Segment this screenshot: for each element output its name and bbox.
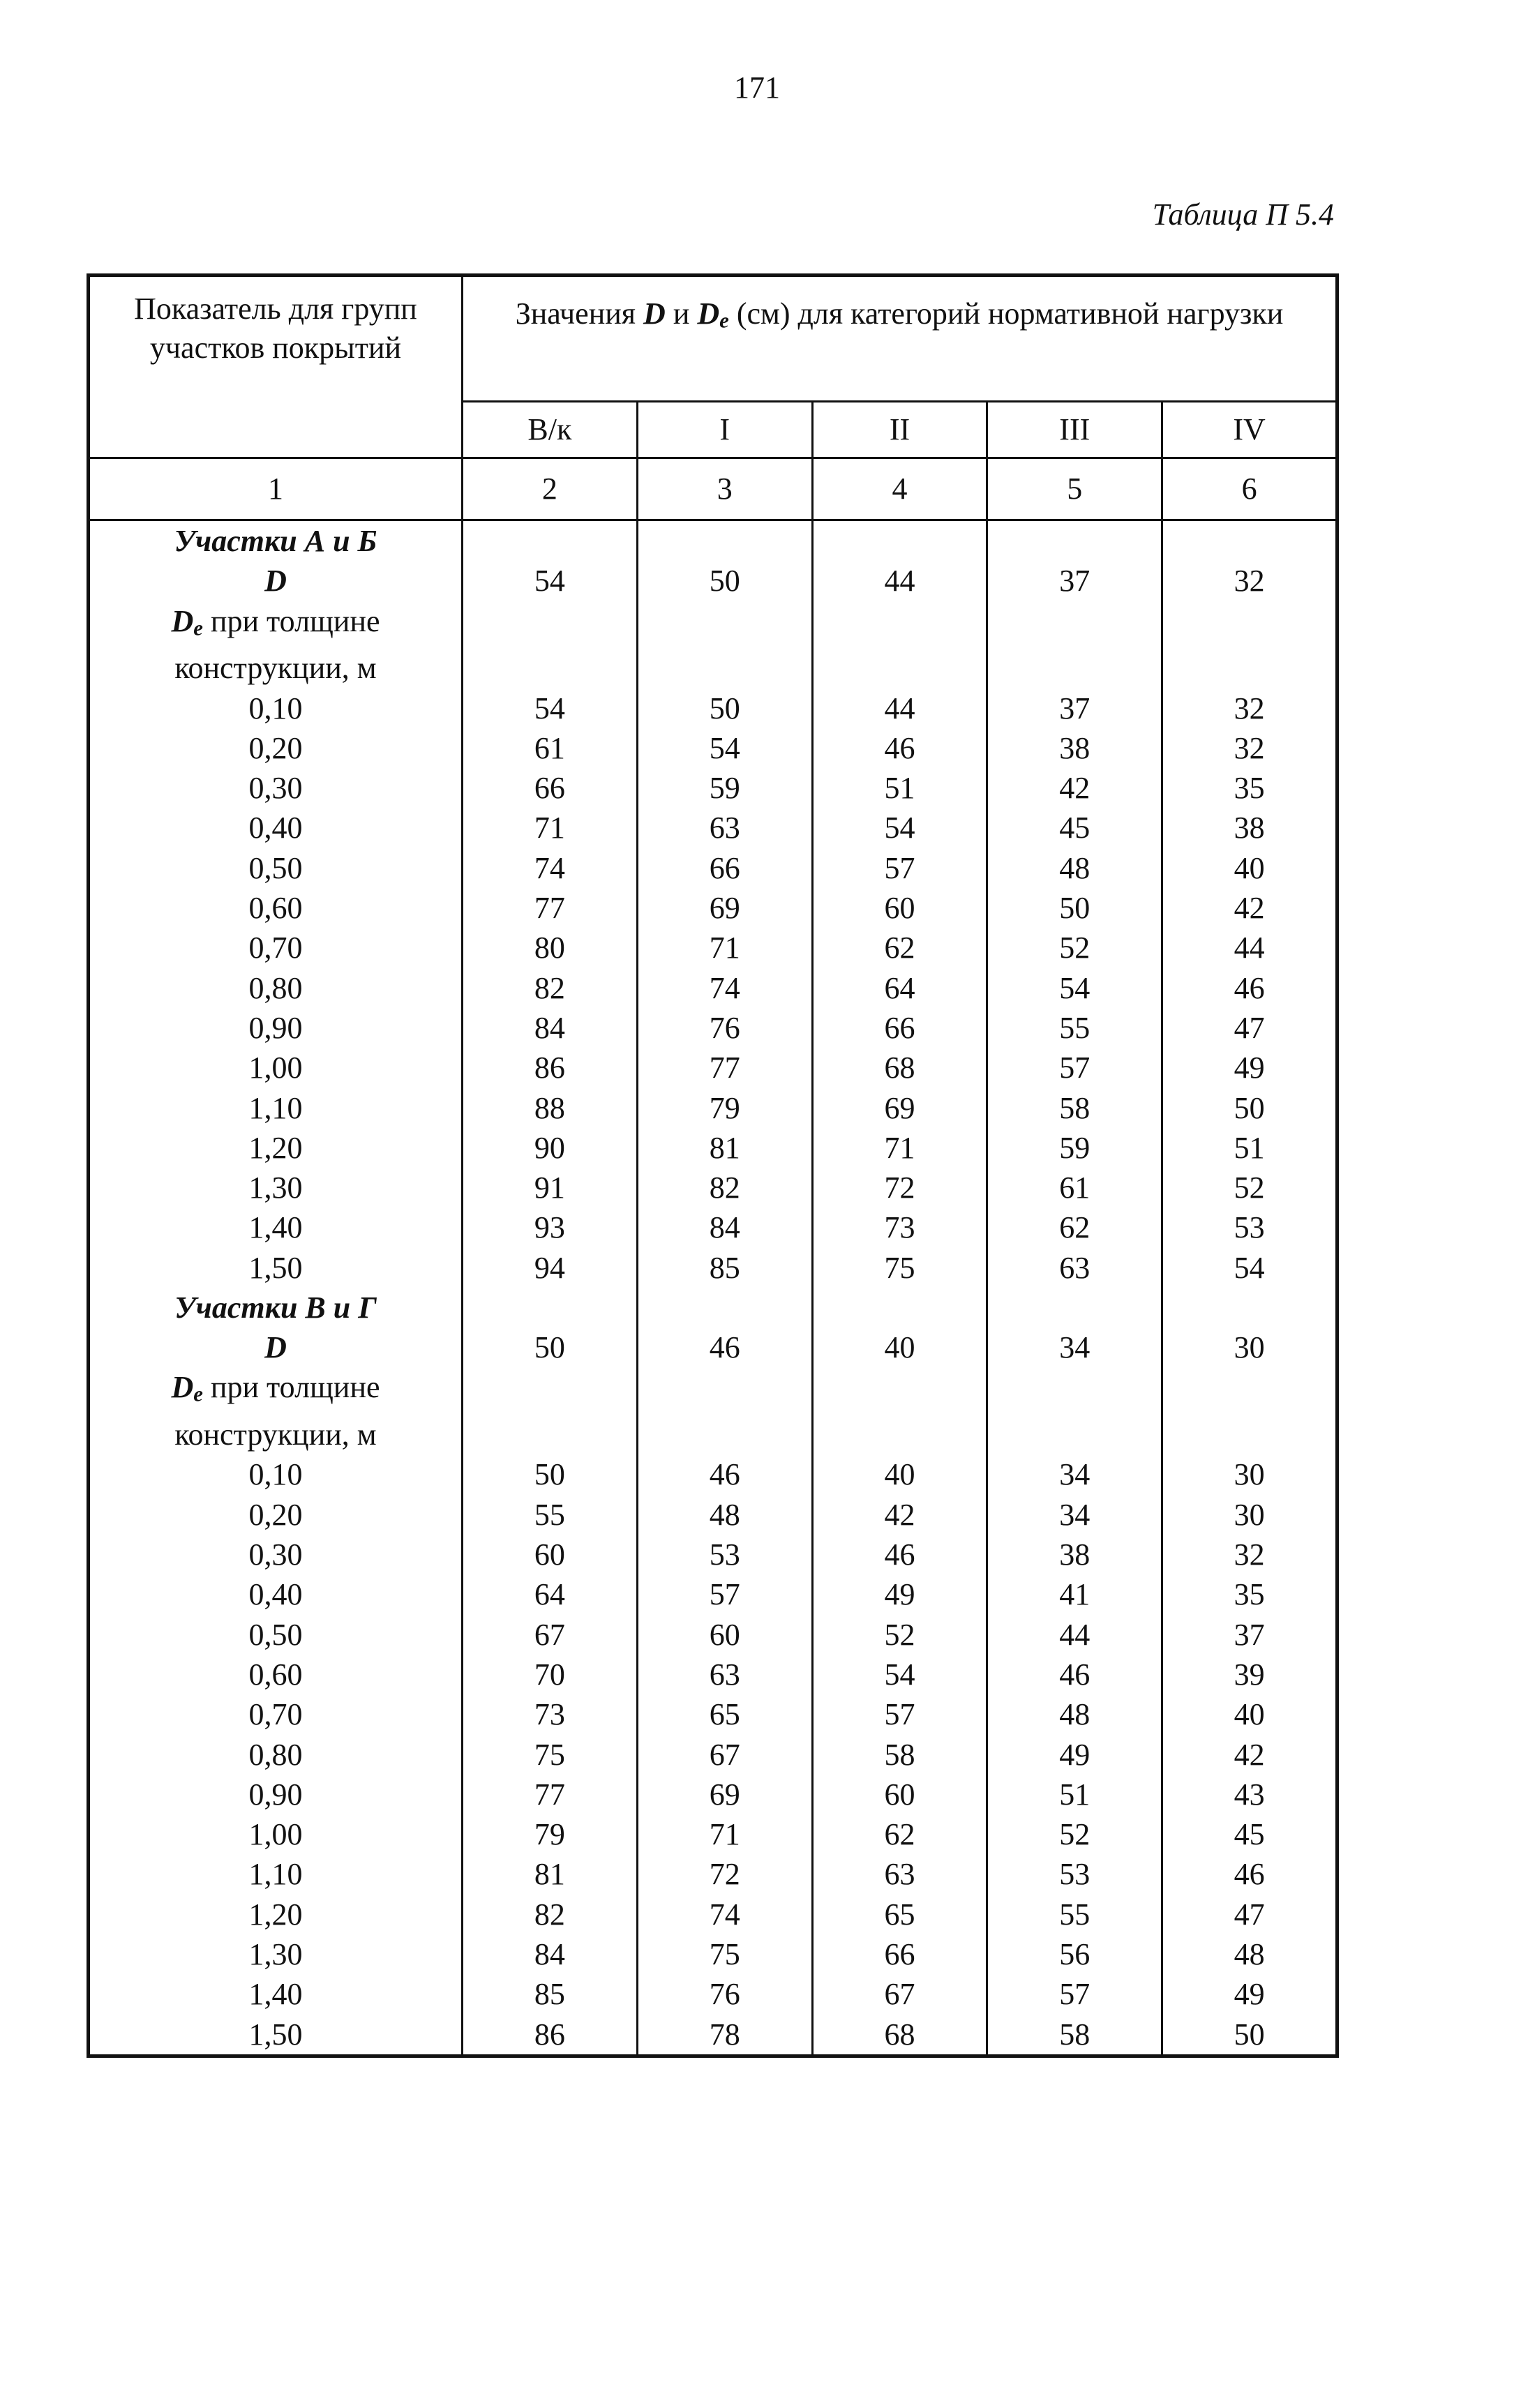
value-cell: 48 <box>637 1495 812 1535</box>
header-category: II <box>812 401 987 458</box>
table-row <box>89 1895 1337 1934</box>
table-row <box>89 1694 1337 1734</box>
value-cell: 50 <box>1162 1088 1337 1127</box>
table-header <box>89 276 1337 520</box>
value-cell: 84 <box>463 1934 638 1974</box>
value-cell: 55 <box>987 1895 1162 1934</box>
page-number: 171 <box>734 70 780 105</box>
value-cell: 49 <box>1162 1048 1337 1088</box>
value-cell: 38 <box>1162 808 1337 848</box>
value-cell: 54 <box>463 688 638 728</box>
thickness-cell: 0,90 <box>89 1008 463 1048</box>
value-cell: 30 <box>1162 1495 1337 1535</box>
value-cell: 32 <box>1162 728 1337 768</box>
value-cell: 37 <box>1162 1614 1337 1654</box>
header-d-symbol: D <box>643 296 666 331</box>
empty-cell <box>463 601 638 649</box>
empty-cell <box>812 1367 987 1415</box>
header-category: III <box>987 401 1162 458</box>
value-cell: 59 <box>987 1128 1162 1168</box>
empty-cell <box>1162 601 1337 649</box>
table-row <box>89 2014 1337 2056</box>
value-cell: 84 <box>463 1008 638 1048</box>
column-number: 3 <box>637 458 812 520</box>
table-row <box>89 1535 1337 1574</box>
value-cell: 47 <box>1162 1895 1337 1934</box>
value-cell: 94 <box>463 1248 638 1288</box>
thickness-cell: 1,50 <box>89 1248 463 1288</box>
empty-cell <box>987 1415 1162 1454</box>
table-row <box>89 728 1337 768</box>
value-cell: 64 <box>812 968 987 1008</box>
value-cell: 39 <box>1162 1655 1337 1694</box>
value-cell: 46 <box>637 1454 812 1494</box>
value-cell: 58 <box>987 1088 1162 1127</box>
value-cell: 44 <box>812 561 987 601</box>
value-cell: 61 <box>987 1168 1162 1207</box>
value-cell: 51 <box>812 768 987 808</box>
value-cell: 40 <box>1162 848 1337 888</box>
thickness-cell: 0,20 <box>89 728 463 768</box>
value-cell: 66 <box>812 1934 987 1974</box>
value-cell: 32 <box>1162 561 1337 601</box>
value-cell: 48 <box>987 848 1162 888</box>
thickness-cell: 0,10 <box>89 688 463 728</box>
table-row <box>89 1974 1337 2014</box>
thickness-cell: 0,30 <box>89 768 463 808</box>
header-category: IV <box>1162 401 1337 458</box>
value-cell: 58 <box>987 2014 1162 2056</box>
empty-cell <box>637 1415 812 1454</box>
value-cell: 76 <box>637 1008 812 1048</box>
value-cell: 37 <box>987 688 1162 728</box>
table-container <box>87 273 1339 2058</box>
de-label-text: при толщине <box>210 603 380 638</box>
table-row <box>89 1128 1337 1168</box>
thickness-cell: 1,40 <box>89 1207 463 1247</box>
value-cell: 38 <box>987 1535 1162 1574</box>
empty-cell <box>637 520 812 562</box>
value-cell: 81 <box>637 1128 812 1168</box>
value-cell: 85 <box>463 1974 638 2014</box>
value-cell: 43 <box>1162 1775 1337 1814</box>
value-cell: 38 <box>987 728 1162 768</box>
table-row <box>89 968 1337 1008</box>
value-cell: 47 <box>1162 1008 1337 1048</box>
value-cell: 62 <box>812 1814 987 1854</box>
value-cell: 88 <box>463 1088 638 1127</box>
value-cell: 78 <box>637 2014 812 2056</box>
column-number: 1 <box>89 458 463 520</box>
thickness-cell: 1,00 <box>89 1048 463 1088</box>
section-title: Участки А и Б <box>89 520 463 562</box>
header-conj: и <box>673 296 690 331</box>
table-row <box>89 1814 1337 1854</box>
value-cell: 46 <box>637 1327 812 1367</box>
value-cell: 85 <box>637 1248 812 1288</box>
table-row <box>89 1454 1337 1494</box>
value-cell: 73 <box>812 1207 987 1247</box>
value-cell: 51 <box>1162 1128 1337 1168</box>
value-cell: 46 <box>1162 1854 1337 1894</box>
thickness-cell: 0,60 <box>89 1655 463 1694</box>
value-cell: 40 <box>1162 1694 1337 1734</box>
header-indicator: Показатель для групп участков покрытий <box>89 276 463 458</box>
value-cell: 50 <box>463 1327 638 1367</box>
table-row <box>89 768 1337 808</box>
value-cell: 91 <box>463 1168 638 1207</box>
empty-cell <box>637 1288 812 1327</box>
table-row <box>89 1048 1337 1088</box>
empty-cell <box>1162 648 1337 688</box>
section-title: Участки В и Г <box>89 1288 463 1327</box>
value-cell: 55 <box>987 1008 1162 1048</box>
value-cell: 37 <box>987 561 1162 601</box>
header-values-prefix: Значения <box>515 296 636 331</box>
value-cell: 67 <box>463 1614 638 1654</box>
value-cell: 71 <box>637 928 812 968</box>
value-cell: 53 <box>637 1535 812 1574</box>
table-row <box>89 1655 1337 1694</box>
value-cell: 50 <box>637 561 812 601</box>
value-cell: 75 <box>463 1734 638 1774</box>
value-cell: 74 <box>463 848 638 888</box>
value-cell: 44 <box>812 688 987 728</box>
value-cell: 30 <box>1162 1454 1337 1494</box>
value-cell: 71 <box>463 808 638 848</box>
value-cell: 32 <box>1162 688 1337 728</box>
table-row <box>89 1614 1337 1654</box>
table-row <box>89 1854 1337 1894</box>
thickness-cell: 0,70 <box>89 928 463 968</box>
thickness-cell: 1,30 <box>89 1934 463 1974</box>
section-title-row <box>89 1288 1337 1327</box>
value-cell: 42 <box>812 1495 987 1535</box>
thickness-cell: 1,40 <box>89 1974 463 2014</box>
de-label-row <box>89 648 1337 688</box>
value-cell: 77 <box>463 888 638 928</box>
value-cell: 49 <box>812 1574 987 1614</box>
value-cell: 58 <box>812 1734 987 1774</box>
section-title-row <box>89 520 1337 562</box>
value-cell: 34 <box>987 1495 1162 1535</box>
value-cell: 54 <box>812 808 987 848</box>
value-cell: 57 <box>987 1048 1162 1088</box>
value-cell: 30 <box>1162 1327 1337 1367</box>
value-cell: 63 <box>987 1248 1162 1288</box>
value-cell: 46 <box>987 1655 1162 1694</box>
value-cell: 80 <box>463 928 638 968</box>
de-label <box>89 601 463 649</box>
thickness-cell: 1,00 <box>89 1814 463 1854</box>
value-cell: 74 <box>637 968 812 1008</box>
value-cell: 74 <box>637 1895 812 1934</box>
value-cell: 41 <box>987 1574 1162 1614</box>
value-cell: 57 <box>987 1974 1162 2014</box>
empty-cell <box>463 1415 638 1454</box>
value-cell: 34 <box>987 1327 1162 1367</box>
empty-cell <box>637 648 812 688</box>
thickness-cell: 0,70 <box>89 1694 463 1734</box>
value-cell: 52 <box>987 928 1162 968</box>
thickness-cell: 1,10 <box>89 1088 463 1127</box>
value-cell: 63 <box>812 1854 987 1894</box>
value-cell: 46 <box>812 1535 987 1574</box>
de-label-text: при толщине <box>210 1370 380 1405</box>
de-symbol: D <box>171 603 194 638</box>
thickness-cell: 0,80 <box>89 968 463 1008</box>
value-cell: 46 <box>812 728 987 768</box>
value-cell: 50 <box>463 1454 638 1494</box>
de-label-line2: конструкции, м <box>89 1415 463 1454</box>
de-label <box>89 1367 463 1415</box>
thickness-cell: 0,50 <box>89 1614 463 1654</box>
empty-cell <box>812 1415 987 1454</box>
value-cell: 65 <box>812 1895 987 1934</box>
value-cell: 42 <box>987 768 1162 808</box>
empty-cell <box>987 520 1162 562</box>
table-row <box>89 1934 1337 1974</box>
value-cell: 61 <box>463 728 638 768</box>
de-symbol: D <box>171 1370 194 1405</box>
header-de-symbol: D <box>697 296 720 331</box>
value-cell: 68 <box>812 2014 987 2056</box>
de-subscript: e <box>193 1383 203 1406</box>
table-row <box>89 1248 1337 1288</box>
value-cell: 72 <box>812 1168 987 1207</box>
value-cell: 32 <box>1162 1535 1337 1574</box>
value-cell: 54 <box>637 728 812 768</box>
empty-cell <box>1162 520 1337 562</box>
value-cell: 50 <box>987 888 1162 928</box>
thickness-cell: 0,40 <box>89 1574 463 1614</box>
table-row <box>89 1168 1337 1207</box>
value-cell: 57 <box>812 1694 987 1734</box>
thickness-cell: 1,20 <box>89 1895 463 1934</box>
table-row <box>89 1495 1337 1535</box>
value-cell: 46 <box>1162 968 1337 1008</box>
value-cell: 66 <box>812 1008 987 1048</box>
table-row <box>89 688 1337 728</box>
table-row <box>89 1734 1337 1774</box>
empty-cell <box>812 648 987 688</box>
value-cell: 52 <box>812 1614 987 1654</box>
value-cell: 57 <box>812 848 987 888</box>
value-cell: 59 <box>637 768 812 808</box>
value-cell: 53 <box>987 1854 1162 1894</box>
value-cell: 44 <box>1162 928 1337 968</box>
value-cell: 54 <box>1162 1248 1337 1288</box>
thickness-cell: 0,50 <box>89 848 463 888</box>
value-cell: 49 <box>1162 1974 1337 2014</box>
value-cell: 40 <box>812 1327 987 1367</box>
value-cell: 75 <box>637 1934 812 1974</box>
value-cell: 34 <box>987 1454 1162 1494</box>
value-cell: 45 <box>1162 1814 1337 1854</box>
value-cell: 82 <box>637 1168 812 1207</box>
value-cell: 90 <box>463 1128 638 1168</box>
empty-cell <box>637 601 812 649</box>
value-cell: 69 <box>637 888 812 928</box>
value-cell: 86 <box>463 1048 638 1088</box>
value-cell: 50 <box>637 688 812 728</box>
table-row <box>89 928 1337 968</box>
thickness-cell: 1,20 <box>89 1128 463 1168</box>
value-cell: 42 <box>1162 888 1337 928</box>
value-cell: 67 <box>812 1974 987 2014</box>
thickness-cell: 0,60 <box>89 888 463 928</box>
thickness-cell: 0,40 <box>89 808 463 848</box>
table-row <box>89 888 1337 928</box>
value-cell: 82 <box>463 1895 638 1934</box>
value-cell: 54 <box>463 561 638 601</box>
value-cell: 60 <box>463 1535 638 1574</box>
value-cell: 86 <box>463 2014 638 2056</box>
header-category: I <box>637 401 812 458</box>
empty-cell <box>812 1288 987 1327</box>
empty-cell <box>637 1367 812 1415</box>
value-cell: 84 <box>637 1207 812 1247</box>
d-value-row <box>89 561 1337 601</box>
value-cell: 54 <box>812 1655 987 1694</box>
value-cell: 60 <box>637 1614 812 1654</box>
value-cell: 48 <box>1162 1934 1337 1974</box>
value-cell: 77 <box>463 1775 638 1814</box>
data-table <box>87 273 1339 2058</box>
table-row <box>89 808 1337 848</box>
table-row <box>89 848 1337 888</box>
value-cell: 68 <box>812 1048 987 1088</box>
empty-cell <box>812 520 987 562</box>
de-label-line2: конструкции, м <box>89 648 463 688</box>
value-cell: 51 <box>987 1775 1162 1814</box>
d-label: D <box>89 561 463 601</box>
value-cell: 73 <box>463 1694 638 1734</box>
value-cell: 52 <box>1162 1168 1337 1207</box>
value-cell: 79 <box>637 1088 812 1127</box>
thickness-cell: 1,10 <box>89 1854 463 1894</box>
value-cell: 81 <box>463 1854 638 1894</box>
value-cell: 44 <box>987 1614 1162 1654</box>
value-cell: 69 <box>637 1775 812 1814</box>
table-row <box>89 1008 1337 1048</box>
thickness-cell: 1,30 <box>89 1168 463 1207</box>
value-cell: 56 <box>987 1934 1162 1974</box>
thickness-cell: 0,20 <box>89 1495 463 1535</box>
table-row <box>89 1207 1337 1247</box>
value-cell: 65 <box>637 1694 812 1734</box>
empty-cell <box>987 1367 1162 1415</box>
value-cell: 62 <box>812 928 987 968</box>
header-values <box>463 276 1337 402</box>
header-values-suffix: (см) для категорий нормативной нагрузки <box>736 296 1284 331</box>
value-cell: 66 <box>637 848 812 888</box>
d-label: D <box>89 1327 463 1367</box>
value-cell: 70 <box>463 1655 638 1694</box>
value-cell: 35 <box>1162 768 1337 808</box>
value-cell: 49 <box>987 1734 1162 1774</box>
header-de-subscript: e <box>719 308 729 333</box>
value-cell: 67 <box>637 1734 812 1774</box>
empty-cell <box>1162 1415 1337 1454</box>
column-number: 4 <box>812 458 987 520</box>
empty-cell <box>463 648 638 688</box>
table-body <box>89 520 1337 2056</box>
value-cell: 71 <box>812 1128 987 1168</box>
de-subscript: e <box>193 616 203 640</box>
de-label-row <box>89 601 1337 649</box>
value-cell: 60 <box>812 1775 987 1814</box>
thickness-cell: 0,80 <box>89 1734 463 1774</box>
header-category: В/к <box>463 401 638 458</box>
value-cell: 50 <box>1162 2014 1337 2056</box>
value-cell: 79 <box>463 1814 638 1854</box>
value-cell: 48 <box>987 1694 1162 1734</box>
de-label-row <box>89 1367 1337 1415</box>
value-cell: 66 <box>463 768 638 808</box>
value-cell: 42 <box>1162 1734 1337 1774</box>
thickness-cell: 0,10 <box>89 1454 463 1494</box>
value-cell: 45 <box>987 808 1162 848</box>
empty-cell <box>987 601 1162 649</box>
table-row <box>89 1574 1337 1614</box>
empty-cell <box>812 601 987 649</box>
value-cell: 60 <box>812 888 987 928</box>
empty-cell <box>463 1367 638 1415</box>
value-cell: 53 <box>1162 1207 1337 1247</box>
column-number: 6 <box>1162 458 1337 520</box>
thickness-cell: 0,30 <box>89 1535 463 1574</box>
thickness-cell: 1,50 <box>89 2014 463 2056</box>
de-label-row <box>89 1415 1337 1454</box>
empty-cell <box>1162 1367 1337 1415</box>
value-cell: 64 <box>463 1574 638 1614</box>
value-cell: 77 <box>637 1048 812 1088</box>
empty-cell <box>1162 1288 1337 1327</box>
empty-cell <box>463 1288 638 1327</box>
d-value-row <box>89 1327 1337 1367</box>
value-cell: 63 <box>637 808 812 848</box>
column-number: 2 <box>463 458 638 520</box>
table-row <box>89 1775 1337 1814</box>
value-cell: 75 <box>812 1248 987 1288</box>
table-label: Таблица П 5.4 <box>1152 197 1334 232</box>
value-cell: 82 <box>463 968 638 1008</box>
column-number: 5 <box>987 458 1162 520</box>
value-cell: 52 <box>987 1814 1162 1854</box>
value-cell: 93 <box>463 1207 638 1247</box>
table-row <box>89 1088 1337 1127</box>
value-cell: 57 <box>637 1574 812 1614</box>
empty-cell <box>987 648 1162 688</box>
value-cell: 55 <box>463 1495 638 1535</box>
value-cell: 62 <box>987 1207 1162 1247</box>
value-cell: 72 <box>637 1854 812 1894</box>
value-cell: 54 <box>987 968 1162 1008</box>
empty-cell <box>987 1288 1162 1327</box>
value-cell: 63 <box>637 1655 812 1694</box>
empty-cell <box>463 520 638 562</box>
value-cell: 71 <box>637 1814 812 1854</box>
value-cell: 76 <box>637 1974 812 2014</box>
thickness-cell: 0,90 <box>89 1775 463 1814</box>
value-cell: 40 <box>812 1454 987 1494</box>
value-cell: 35 <box>1162 1574 1337 1614</box>
value-cell: 69 <box>812 1088 987 1127</box>
